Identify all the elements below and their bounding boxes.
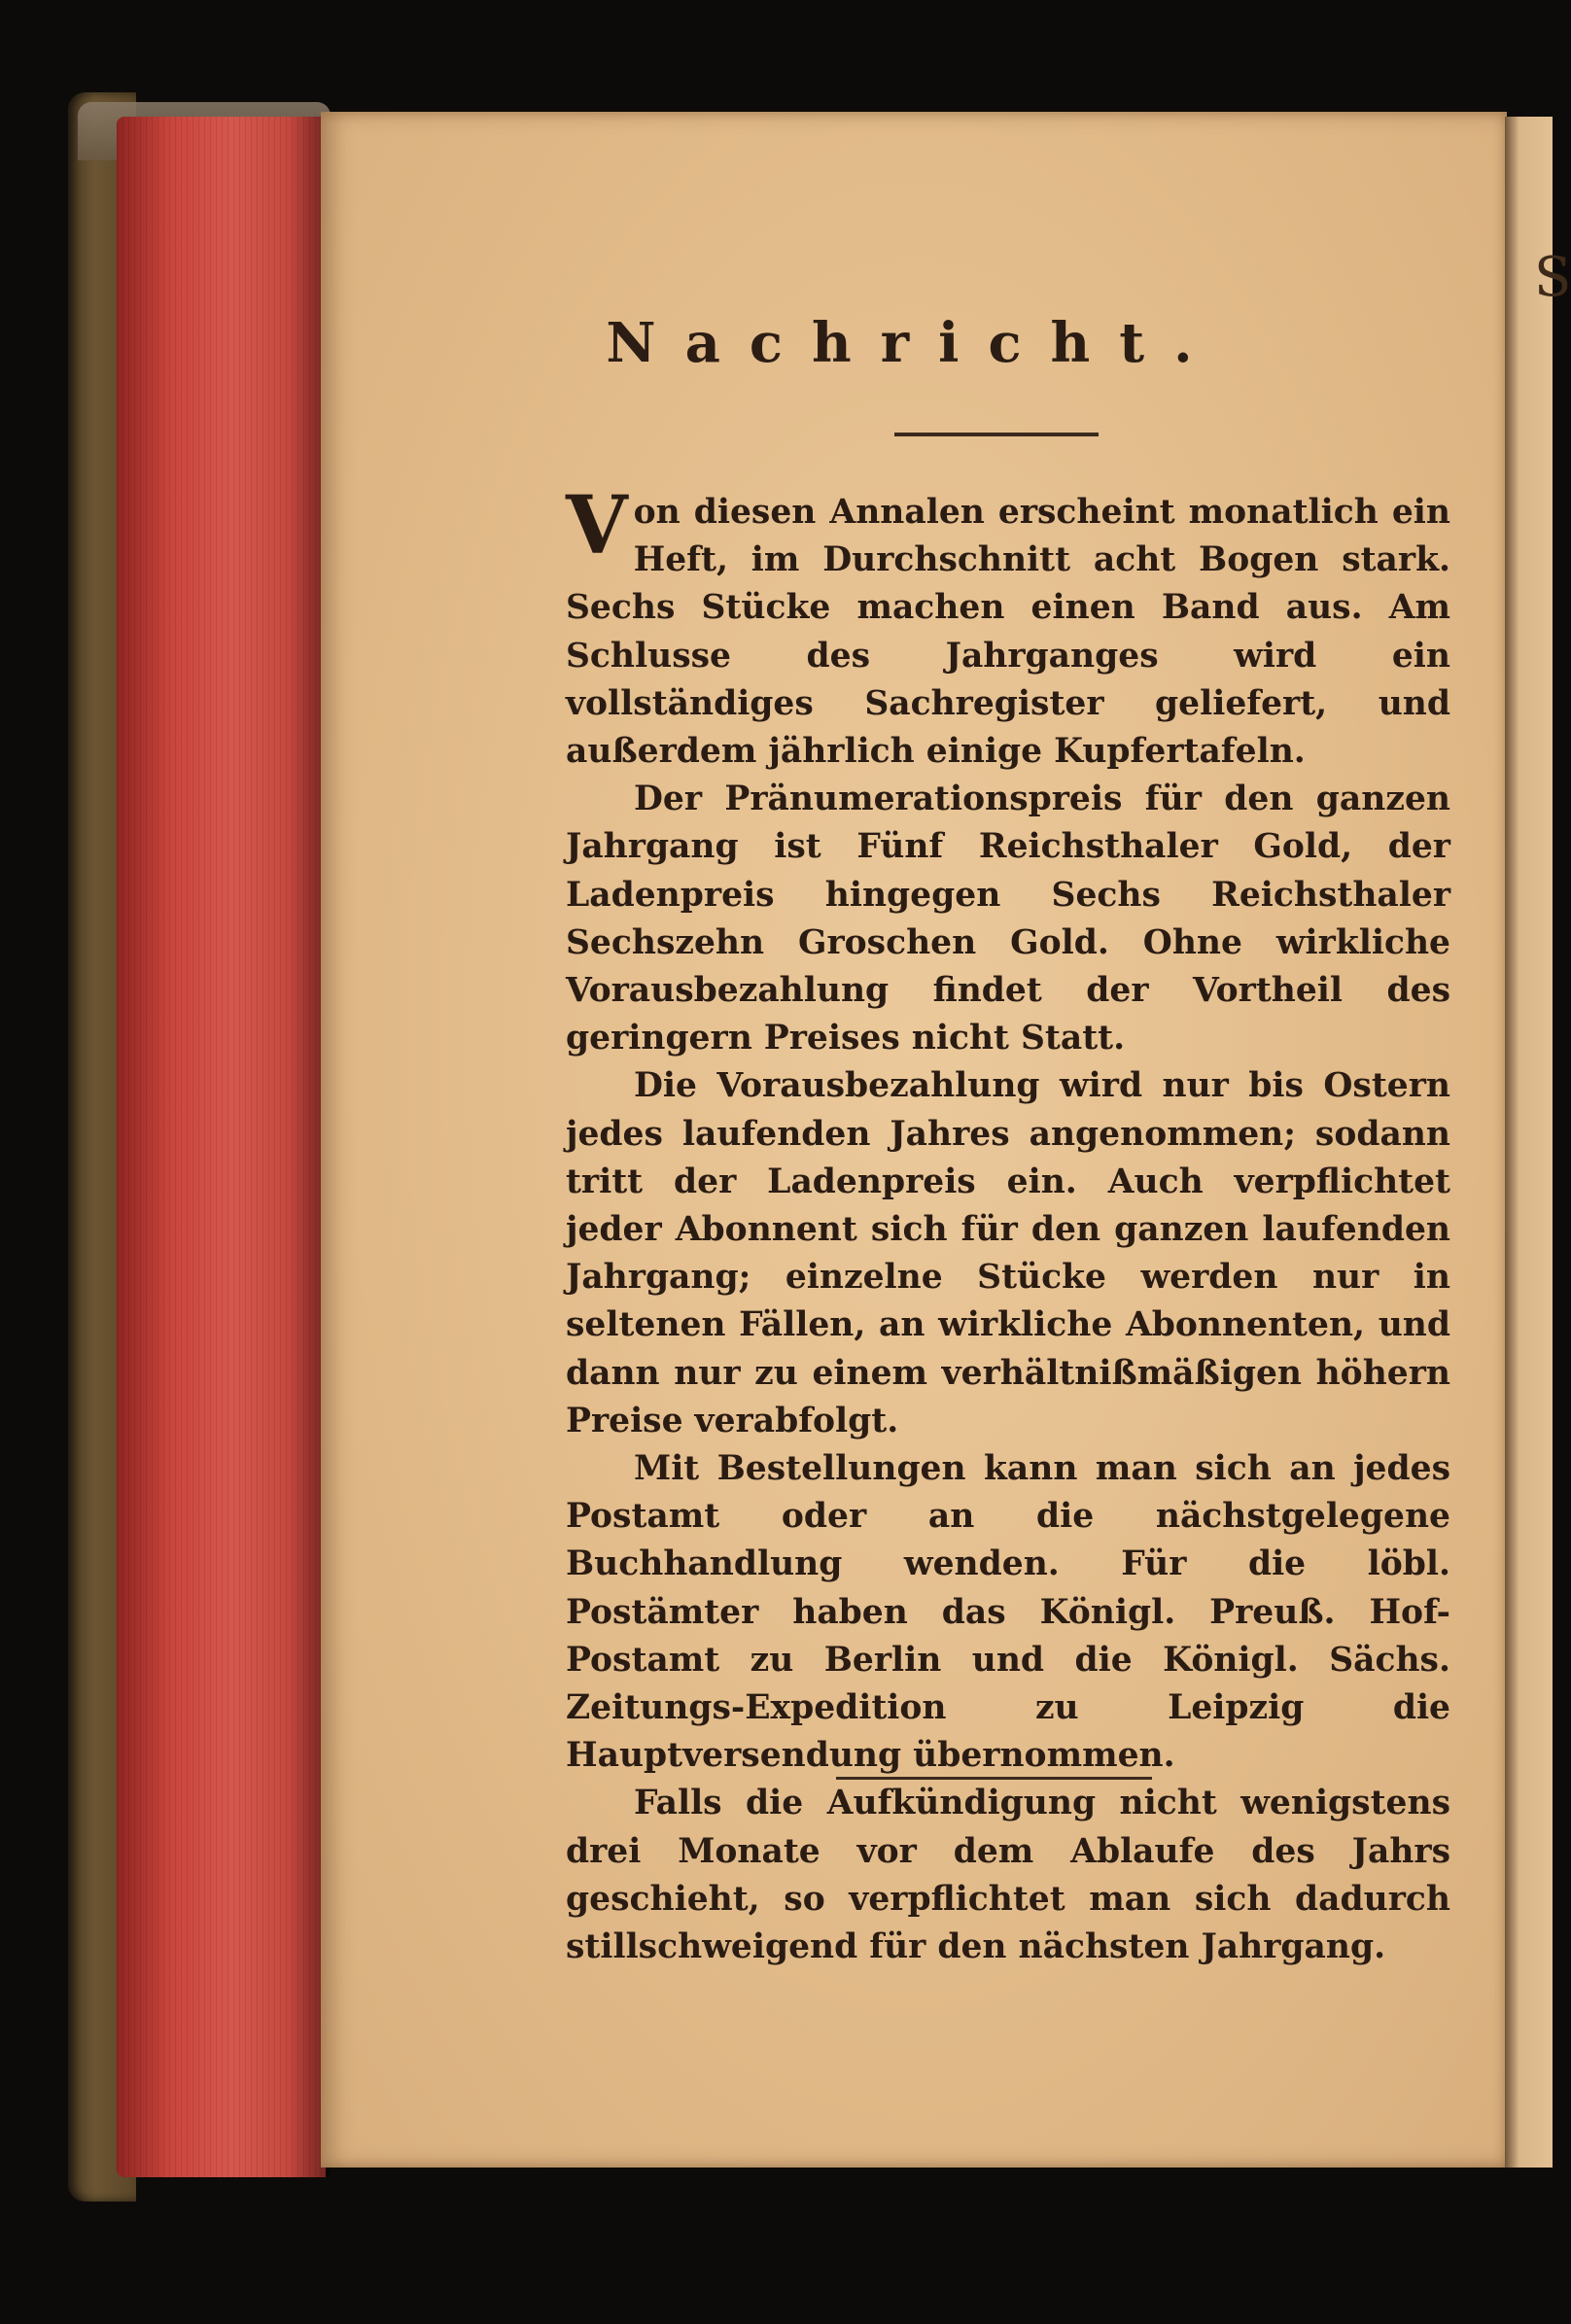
paragraph-3: Die Vorausbezahlung wird nur bis Ostern jedes laufenden Jahres angenommen; sodann tritt der Ladenpreis ein. Auch verpflichtet jeder Abonnent sich für den ganzen laufenden Jahrgang; einzelne Stücke werden nur in seltenen Fällen, an wirkliche Abonnenten, und dann nur zu einem verhältnißmäßigen höhern Preise verabfolgt.	[566, 1066, 1450, 1440]
paragraph-2: Der Pränumerationspreis für den ganzen Jahrgang ist Fünf Reichsthaler Gold, der Ladenpreis hingegen Sechs Reichsthaler Sechszehn Groschen Gold. Ohne wirkliche Vorausbezahlung findet der Vortheil des geringern Preises nicht Statt.	[566, 780, 1450, 1058]
facing-page-letter: S	[1534, 246, 1571, 309]
page-title: Nachricht.	[606, 311, 1222, 375]
paragraph-4: Mit Bestellungen kann man sich an jedes Postamt oder an die nächstgelegene Buchhandlung wenden. Für die löbl. Postämter haben das Königl. Preuß. Hof-Postamt zu Berlin und die Königl. Sächs. Zeitungs-Expedition zu Leipzig die Hauptversendung übernommen.	[566, 1449, 1450, 1776]
paragraph-5: Falls die Aufkündigung nicht wenigstens drei Monate vor dem Ablaufe des Jahrs geschieht, so verpflichtet man sich dadurch stillschweigend für den nächsten Jahrgang.	[566, 1784, 1450, 1967]
notice-body	[566, 479, 1450, 1971]
closing-divider	[836, 1777, 1152, 1780]
title-divider	[894, 433, 1099, 436]
paragraph-1-text: on diesen Annalen erscheint monatlich ein Heft, im Durchschnitt acht Bogen stark. Sechs Stücke machen einen Band aus. Am Schlusse des Jahrganges wird ein vollständiges Sachregister geliefert, und außerdem jährlich einige Kupfertafeln.	[566, 493, 1450, 772]
drop-cap: V	[566, 479, 628, 572]
paragraph-1	[566, 479, 1450, 776]
facing-page-edge	[1505, 117, 1553, 2168]
